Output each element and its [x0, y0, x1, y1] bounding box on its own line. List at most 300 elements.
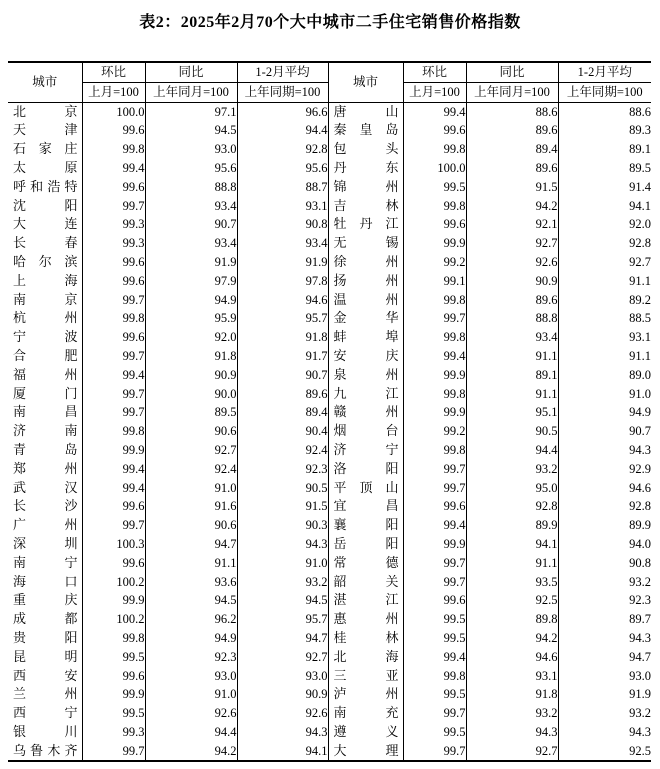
avg-value-left: 90.7 [237, 366, 328, 385]
yoy-value-right: 93.2 [466, 704, 558, 723]
avg-value-left: 94.6 [237, 291, 328, 310]
mom-value-left: 99.7 [82, 291, 145, 310]
city-cell-right [328, 215, 403, 234]
yoy-value-left: 95.9 [145, 309, 237, 328]
city-name: 遵义 [333, 723, 399, 739]
header-avg-sub-right: 上年同期=100 [558, 82, 651, 102]
city-name: 哈尔滨 [13, 253, 78, 269]
mom-value-left: 99.8 [82, 309, 145, 328]
city-name: 长沙 [13, 498, 78, 514]
mom-value-right: 99.5 [403, 629, 466, 648]
yoy-value-left: 91.0 [145, 685, 237, 704]
table-row [8, 685, 651, 704]
city-name: 杭州 [13, 310, 78, 326]
avg-value-left: 97.8 [237, 272, 328, 291]
yoy-value-right: 89.6 [466, 291, 558, 310]
city-cell-left [8, 667, 82, 686]
avg-value-right: 94.3 [629, 630, 651, 645]
city-name: 徐州 [333, 253, 399, 269]
header-mom-sub-right: 上月=100 [403, 82, 466, 102]
city-cell-right [328, 159, 403, 178]
city-name: 秦皇岛 [333, 122, 399, 138]
city-cell-left [8, 328, 82, 347]
avg-value-right: 89.3 [629, 123, 651, 138]
mom-value-left: 99.6 [82, 667, 145, 686]
avg-value-right: 89.1 [629, 142, 651, 157]
table-row [8, 102, 651, 121]
mom-value-right: 99.5 [403, 178, 466, 197]
table-row [8, 121, 651, 140]
city-name: 南充 [333, 705, 399, 721]
yoy-value-right: 92.6 [466, 253, 558, 272]
city-cell-left [8, 291, 82, 310]
table-row [8, 215, 651, 234]
yoy-value-right: 91.8 [466, 685, 558, 704]
avg-value-right: 91.4 [629, 179, 651, 194]
avg-value-left: 88.7 [237, 178, 328, 197]
table-row [8, 422, 651, 441]
yoy-value-right: 94.4 [466, 441, 558, 460]
yoy-value-left: 91.6 [145, 497, 237, 516]
table-row [8, 403, 651, 422]
city-name: 韶关 [333, 573, 399, 589]
avg-value-right: 94.0 [629, 536, 651, 551]
avg-value-left: 92.7 [237, 648, 328, 667]
yoy-value-left: 94.7 [145, 535, 237, 554]
city-cell-left [8, 140, 82, 159]
yoy-value-right: 93.1 [466, 667, 558, 686]
city-cell-right [328, 403, 403, 422]
avg-value-left: 93.2 [237, 573, 328, 592]
mom-value-right: 99.8 [403, 667, 466, 686]
city-cell-right [328, 479, 403, 498]
city-cell-right [328, 648, 403, 667]
yoy-value-right: 89.4 [466, 140, 558, 159]
table-row [8, 479, 651, 498]
city-name: 九江 [333, 385, 399, 401]
table-row [8, 291, 651, 310]
yoy-value-right: 95.0 [466, 479, 558, 498]
yoy-value-left: 92.0 [145, 328, 237, 347]
table-row [8, 648, 651, 667]
mom-value-left: 99.7 [82, 742, 145, 762]
avg-value-left: 90.5 [237, 479, 328, 498]
header-yoy-left: 同比 [145, 62, 237, 82]
avg-value-left: 94.3 [237, 535, 328, 554]
mom-value-left: 99.3 [82, 215, 145, 234]
mom-value-right: 99.4 [403, 102, 466, 121]
city-name: 扬州 [333, 272, 399, 288]
table-row [8, 159, 651, 178]
city-cell-left [8, 272, 82, 291]
city-cell-left [8, 685, 82, 704]
header-yoy-right: 同比 [466, 62, 558, 82]
city-name: 包头 [333, 141, 399, 157]
city-cell-right [328, 441, 403, 460]
city-name: 湛江 [333, 592, 399, 608]
city-name: 兰州 [13, 686, 78, 702]
mom-value-left: 99.8 [82, 422, 145, 441]
avg-value-left: 93.1 [237, 197, 328, 216]
mom-value-left: 99.9 [82, 591, 145, 610]
city-cell-right [328, 460, 403, 479]
city-cell-left [8, 234, 82, 253]
city-name: 平顶山 [333, 479, 399, 495]
city-name: 桂林 [333, 629, 399, 645]
city-name: 南昌 [13, 404, 78, 420]
table-row [8, 704, 651, 723]
avg-value-right: 89.9 [629, 518, 651, 533]
yoy-value-left: 91.9 [145, 253, 237, 272]
avg-value-right: 91.1 [629, 273, 651, 288]
avg-value-right: 89.7 [629, 612, 651, 627]
city-cell-right [328, 178, 403, 197]
yoy-value-right: 94.2 [466, 197, 558, 216]
avg-value-right: 93.0 [629, 668, 651, 683]
mom-value-left: 100.3 [82, 535, 145, 554]
avg-value-right: 89.2 [629, 292, 651, 307]
city-cell-right [328, 629, 403, 648]
price-index-table [8, 61, 651, 762]
mom-value-right: 99.9 [403, 535, 466, 554]
city-cell-right [328, 366, 403, 385]
avg-value-left: 94.7 [237, 629, 328, 648]
city-name: 西安 [13, 667, 78, 683]
yoy-value-right: 93.4 [466, 328, 558, 347]
table-row [8, 253, 651, 272]
yoy-value-right: 92.8 [466, 497, 558, 516]
avg-value-left: 94.5 [237, 591, 328, 610]
city-cell-left [8, 347, 82, 366]
yoy-value-left: 95.6 [145, 159, 237, 178]
yoy-value-right: 90.5 [466, 422, 558, 441]
city-name: 南宁 [13, 554, 78, 570]
yoy-value-right: 89.1 [466, 366, 558, 385]
city-cell-left [8, 385, 82, 404]
mom-value-right: 99.8 [403, 385, 466, 404]
city-name: 唐山 [333, 103, 399, 119]
yoy-value-right: 95.1 [466, 403, 558, 422]
yoy-value-left: 91.1 [145, 554, 237, 573]
city-cell-right [328, 742, 403, 762]
table-row [8, 366, 651, 385]
avg-value-right: 94.3 [629, 442, 651, 457]
mom-value-right: 99.5 [403, 723, 466, 742]
yoy-value-right: 92.7 [466, 742, 558, 762]
city-name: 赣州 [333, 404, 399, 420]
city-name: 银川 [13, 723, 78, 739]
avg-value-right: 88.6 [629, 104, 651, 119]
mom-value-right: 99.7 [403, 573, 466, 592]
avg-value-left: 90.9 [237, 685, 328, 704]
mom-value-left: 99.6 [82, 554, 145, 573]
city-cell-right [328, 328, 403, 347]
mom-value-right: 99.9 [403, 366, 466, 385]
mom-value-right: 99.8 [403, 197, 466, 216]
city-name: 泸州 [333, 686, 399, 702]
mom-value-right: 99.8 [403, 328, 466, 347]
yoy-value-right: 89.6 [466, 159, 558, 178]
city-name: 大理 [333, 742, 399, 758]
avg-value-left: 95.7 [237, 309, 328, 328]
mom-value-right: 99.8 [403, 441, 466, 460]
city-name: 温州 [333, 291, 399, 307]
mom-value-left: 99.9 [82, 685, 145, 704]
yoy-value-left: 93.6 [145, 573, 237, 592]
avg-value-left: 91.8 [237, 328, 328, 347]
city-name: 济南 [13, 423, 78, 439]
mom-value-right: 99.1 [403, 272, 466, 291]
table-row [8, 554, 651, 573]
yoy-value-left: 97.9 [145, 272, 237, 291]
city-cell-left [8, 159, 82, 178]
city-cell-left [8, 479, 82, 498]
table-row [8, 309, 651, 328]
city-cell-right [328, 253, 403, 272]
city-name: 烟台 [333, 423, 399, 439]
header-yoy-sub-left: 上年同月=100 [145, 82, 237, 102]
city-name: 牡丹江 [333, 216, 399, 232]
avg-value-right: 92.8 [629, 499, 651, 514]
city-name: 海口 [13, 573, 78, 589]
table-row [8, 441, 651, 460]
city-cell-left [8, 648, 82, 667]
city-cell-left [8, 197, 82, 216]
avg-value-left: 91.9 [237, 253, 328, 272]
city-name: 青岛 [13, 441, 78, 457]
yoy-value-left: 93.0 [145, 140, 237, 159]
avg-value-right: 92.3 [629, 593, 651, 608]
city-cell-right [328, 535, 403, 554]
table-row [8, 742, 651, 762]
yoy-value-left: 94.9 [145, 291, 237, 310]
city-name: 郑州 [13, 460, 78, 476]
yoy-value-left: 93.4 [145, 234, 237, 253]
yoy-value-right: 89.6 [466, 121, 558, 140]
avg-value-left: 91.5 [237, 497, 328, 516]
mom-value-right: 99.7 [403, 704, 466, 723]
yoy-value-right: 90.9 [466, 272, 558, 291]
mom-value-right: 99.9 [403, 234, 466, 253]
table-row [8, 629, 651, 648]
header-city-left: 城市 [8, 62, 82, 102]
city-name: 成都 [13, 611, 78, 627]
avg-value-right: 91.1 [629, 348, 651, 363]
table-row [8, 723, 651, 742]
avg-value-right: 92.0 [629, 217, 651, 232]
mom-value-left: 99.4 [82, 159, 145, 178]
yoy-value-right: 91.1 [466, 385, 558, 404]
city-cell-right [328, 422, 403, 441]
city-name: 泉州 [333, 366, 399, 382]
avg-value-right: 90.8 [629, 555, 651, 570]
city-cell-right [328, 309, 403, 328]
city-cell-left [8, 403, 82, 422]
mom-value-right: 99.7 [403, 479, 466, 498]
city-cell-right [328, 497, 403, 516]
avg-value-right: 92.7 [629, 254, 651, 269]
city-cell-left [8, 121, 82, 140]
table-row [8, 347, 651, 366]
avg-value-left: 92.4 [237, 441, 328, 460]
mom-value-left: 99.7 [82, 403, 145, 422]
yoy-value-left: 90.9 [145, 366, 237, 385]
mom-value-right: 99.5 [403, 610, 466, 629]
avg-value-left: 93.4 [237, 234, 328, 253]
avg-value-right: 93.2 [629, 706, 651, 721]
avg-value-left: 94.1 [237, 742, 328, 762]
avg-value-right: 94.1 [629, 198, 651, 213]
mom-value-right: 99.4 [403, 347, 466, 366]
city-name: 宁波 [13, 329, 78, 345]
city-cell-left [8, 516, 82, 535]
mom-value-right: 99.6 [403, 497, 466, 516]
yoy-value-left: 92.3 [145, 648, 237, 667]
avg-value-left: 92.6 [237, 704, 328, 723]
table-row [8, 328, 651, 347]
mom-value-right: 99.5 [403, 685, 466, 704]
yoy-value-left: 93.0 [145, 667, 237, 686]
avg-value-right: 94.9 [629, 405, 651, 420]
avg-value-right: 93.2 [629, 574, 651, 589]
city-cell-left [8, 723, 82, 742]
yoy-value-left: 90.0 [145, 385, 237, 404]
avg-value-right: 94.3 [629, 724, 651, 739]
city-name: 广州 [13, 517, 78, 533]
city-name: 岳阳 [333, 535, 399, 551]
mom-value-left: 99.6 [82, 178, 145, 197]
header-avg-right: 1-2月平均 [558, 62, 651, 82]
yoy-value-left: 92.6 [145, 704, 237, 723]
table-row [8, 591, 651, 610]
mom-value-right: 99.8 [403, 291, 466, 310]
city-name: 厦门 [13, 385, 78, 401]
mom-value-left: 99.8 [82, 140, 145, 159]
mom-value-left: 99.6 [82, 253, 145, 272]
mom-value-right: 99.8 [403, 140, 466, 159]
mom-value-left: 99.7 [82, 516, 145, 535]
city-name: 长春 [13, 235, 78, 251]
city-cell-right [328, 385, 403, 404]
mom-value-left: 99.7 [82, 347, 145, 366]
city-cell-left [8, 253, 82, 272]
city-cell-right [328, 685, 403, 704]
city-cell-right [328, 554, 403, 573]
city-cell-left [8, 704, 82, 723]
mom-value-right: 99.6 [403, 215, 466, 234]
city-cell-right [328, 234, 403, 253]
city-cell-right [328, 121, 403, 140]
city-cell-left [8, 573, 82, 592]
page-title: 表2：2025年2月70个大中城市二手住宅销售价格指数 [139, 14, 521, 31]
table-row [8, 178, 651, 197]
mom-value-left: 99.4 [82, 479, 145, 498]
table-row [8, 516, 651, 535]
city-cell-left [8, 422, 82, 441]
avg-value-left: 89.6 [237, 385, 328, 404]
avg-value-right: 89.5 [629, 160, 651, 175]
city-cell-left [8, 610, 82, 629]
avg-value-right: 88.5 [629, 311, 651, 326]
city-cell-right [328, 516, 403, 535]
avg-value-left: 90.4 [237, 422, 328, 441]
table-row [8, 140, 651, 159]
avg-value-left: 91.0 [237, 554, 328, 573]
avg-value-left: 91.7 [237, 347, 328, 366]
city-cell-left [8, 366, 82, 385]
yoy-value-left: 94.5 [145, 591, 237, 610]
avg-value-left: 90.3 [237, 516, 328, 535]
city-name: 沈阳 [13, 197, 78, 213]
city-cell-right [328, 723, 403, 742]
city-cell-left [8, 215, 82, 234]
city-name: 金华 [333, 310, 399, 326]
mom-value-right: 99.7 [403, 460, 466, 479]
table-row [8, 667, 651, 686]
mom-value-right: 99.6 [403, 121, 466, 140]
yoy-value-left: 93.4 [145, 197, 237, 216]
yoy-value-right: 91.5 [466, 178, 558, 197]
mom-value-left: 99.6 [82, 121, 145, 140]
city-name: 南京 [13, 291, 78, 307]
table-row [8, 535, 651, 554]
mom-value-left: 99.3 [82, 234, 145, 253]
city-name: 昆明 [13, 648, 78, 664]
mom-value-right: 99.7 [403, 309, 466, 328]
table-row [8, 573, 651, 592]
city-cell-left [8, 441, 82, 460]
yoy-value-right: 92.5 [466, 591, 558, 610]
avg-value-right: 93.1 [629, 330, 651, 345]
yoy-value-right: 92.7 [466, 234, 558, 253]
avg-value-left: 94.4 [237, 121, 328, 140]
city-cell-left [8, 460, 82, 479]
city-name: 贵阳 [13, 629, 78, 645]
mom-value-left: 99.7 [82, 197, 145, 216]
city-name: 北京 [13, 103, 78, 119]
mom-value-left: 99.8 [82, 629, 145, 648]
yoy-value-left: 90.6 [145, 516, 237, 535]
city-name: 石家庄 [13, 141, 78, 157]
city-cell-left [8, 742, 82, 762]
city-cell-left [8, 102, 82, 121]
table-row [8, 272, 651, 291]
avg-value-left: 94.3 [237, 723, 328, 742]
table-row [8, 610, 651, 629]
mom-value-left: 99.9 [82, 441, 145, 460]
avg-value-left: 95.6 [237, 159, 328, 178]
city-cell-right [328, 102, 403, 121]
avg-value-left: 89.4 [237, 403, 328, 422]
yoy-value-right: 88.8 [466, 309, 558, 328]
city-cell-right [328, 197, 403, 216]
avg-value-right: 94.7 [629, 649, 651, 664]
header-mom-sub-left: 上月=100 [82, 82, 145, 102]
yoy-value-left: 89.5 [145, 403, 237, 422]
avg-value-right: 90.7 [629, 424, 651, 439]
mom-value-left: 99.7 [82, 385, 145, 404]
mom-value-right: 99.4 [403, 648, 466, 667]
yoy-value-left: 92.4 [145, 460, 237, 479]
city-name: 安庆 [333, 347, 399, 363]
yoy-value-right: 94.1 [466, 535, 558, 554]
table-row [8, 460, 651, 479]
city-name: 深圳 [13, 535, 78, 551]
table-row [8, 197, 651, 216]
city-name: 洛阳 [333, 460, 399, 476]
avg-value-right: 89.0 [629, 367, 651, 382]
city-name: 福州 [13, 366, 78, 382]
